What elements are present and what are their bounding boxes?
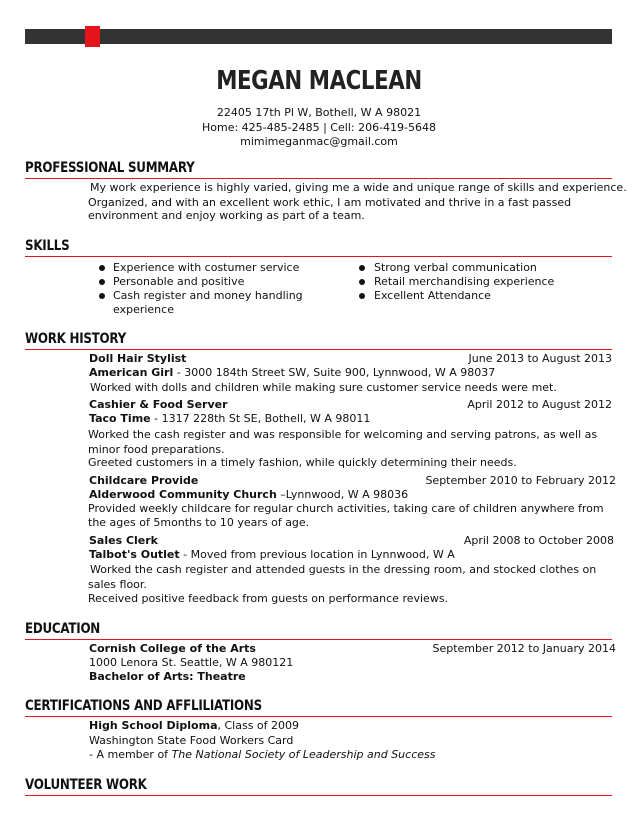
- job-detail: Greeted customers in a timely fashion, while quickly determining their needs.: [88, 456, 517, 469]
- skill-item: Retail merchandising experience: [374, 275, 555, 288]
- bullet-icon: [359, 265, 365, 271]
- skill-item: Strong verbal communication: [374, 261, 537, 274]
- degree-label: Bachelor of Arts: [89, 670, 190, 683]
- diploma-line: [89, 719, 299, 733]
- job-location: - Moved from previous location in Lynnwood, W A: [179, 548, 455, 561]
- section-rule: [25, 795, 612, 796]
- job-detail: Received positive feedback from guests on performance reviews.: [88, 592, 449, 605]
- skill-item: Personable and positive: [113, 275, 245, 288]
- bullet-icon: [359, 279, 365, 285]
- contact-email: mimimeganmac@gmail.com: [240, 135, 398, 148]
- section-title-certifications: CERTIFICATIONS AND AFFLILIATIONS: [25, 698, 262, 714]
- job-role: Childcare Provide: [89, 474, 199, 487]
- diploma-name: High School Diploma: [89, 719, 218, 732]
- job-dates: June 2013 to August 2013: [468, 352, 612, 365]
- section-rule: [25, 256, 612, 257]
- job-role: Sales Clerk: [89, 534, 158, 547]
- section-title-volunteer: VOLUNTEER WORK: [25, 777, 147, 793]
- skill-item: Cash register and money handling: [113, 289, 303, 302]
- membership-line: [89, 748, 435, 762]
- job-role: Cashier & Food Server: [89, 398, 228, 411]
- contact-address: 22405 17th Pl W, Bothell, W A 98021: [216, 106, 422, 119]
- school-name: Cornish College of the Arts: [89, 642, 256, 655]
- contact-phones: Home: 425-485-2485 | Cell: 206-419-5648: [202, 121, 436, 134]
- membership-org: The National Society of Leadership and Success: [171, 748, 436, 761]
- job-employer-line: [89, 412, 370, 426]
- job-location: - 1317 228th St SE, Bothell, W A 98011: [150, 412, 371, 425]
- header-bar: [25, 29, 612, 44]
- education-dates: September 2012 to January 2014: [432, 642, 616, 655]
- job-detail: Provided weekly childcare for regular church activities, taking care of children anywhere from: [88, 502, 604, 515]
- job-employer-line: [89, 548, 455, 562]
- job-location: - 3000 184th Street SW, Suite 900, Lynnwood, W A 98037: [173, 366, 496, 379]
- diploma-year: , Class of 2009: [217, 719, 300, 732]
- job-employer: Talbot's Outlet: [89, 548, 180, 561]
- degree-line: [89, 670, 246, 684]
- job-detail: Worked with dolls and children while making sure customer service needs were met.: [90, 381, 557, 394]
- header-accent-block: [85, 26, 100, 47]
- skill-item: Excellent Attendance: [374, 289, 491, 302]
- food-card: Washington State Food Workers Card: [89, 734, 294, 747]
- section-rule: [25, 716, 612, 717]
- job-location: –Lynnwood, W A 98036: [276, 488, 409, 501]
- section-rule: [25, 639, 612, 640]
- job-role: Doll Hair Stylist: [89, 352, 187, 365]
- job-employer-line: [89, 488, 408, 502]
- section-title-skills: SKILLS: [25, 238, 70, 254]
- bullet-icon: [99, 279, 105, 285]
- bullet-icon: [359, 293, 365, 299]
- job-dates: September 2010 to February 2012: [425, 474, 616, 487]
- section-rule: [25, 178, 612, 179]
- resume-name: MEGAN MACLEAN: [216, 66, 422, 96]
- skill-item-continued: experience: [113, 303, 174, 316]
- job-employer: American Girl: [89, 366, 174, 379]
- job-detail: Worked the cash register and attended guests in the dressing room, and stocked clothes on: [90, 563, 597, 576]
- membership-prefix: - A member of: [89, 748, 172, 761]
- job-employer: Taco Time: [89, 412, 151, 425]
- summary-line: Organized, and with an excellent work ethic, I am motivated and thrive in a fast passed: [88, 196, 572, 209]
- bullet-icon: [99, 293, 105, 299]
- section-rule: [25, 349, 612, 350]
- job-dates: April 2012 to August 2012: [467, 398, 612, 411]
- summary-line: My work experience is highly varied, giving me a wide and unique range of skills and experience.: [90, 181, 627, 194]
- section-title-work: WORK HISTORY: [25, 331, 127, 347]
- section-title-education: EDUCATION: [25, 621, 101, 637]
- skill-item: Experience with costumer service: [113, 261, 300, 274]
- job-detail: the ages of 5months to 10 years of age.: [88, 516, 310, 529]
- bullet-icon: [99, 265, 105, 271]
- job-detail: Worked the cash register and was responsible for welcoming and serving patrons, as well as: [88, 428, 598, 441]
- job-employer: Alderwood Community Church: [89, 488, 277, 501]
- section-title-summary: PROFESSIONAL SUMMARY: [25, 160, 195, 176]
- summary-line: environment and enjoy working as part of a team.: [88, 209, 365, 222]
- school-address: 1000 Lenora St. Seattle, W A 980121: [89, 656, 294, 669]
- job-dates: April 2008 to October 2008: [463, 534, 614, 547]
- degree-field: Theatre: [197, 670, 246, 683]
- degree-separator: :: [189, 670, 198, 683]
- job-detail: sales floor.: [88, 578, 147, 591]
- job-detail: minor food preparations.: [88, 443, 225, 456]
- job-employer-line: [89, 366, 495, 380]
